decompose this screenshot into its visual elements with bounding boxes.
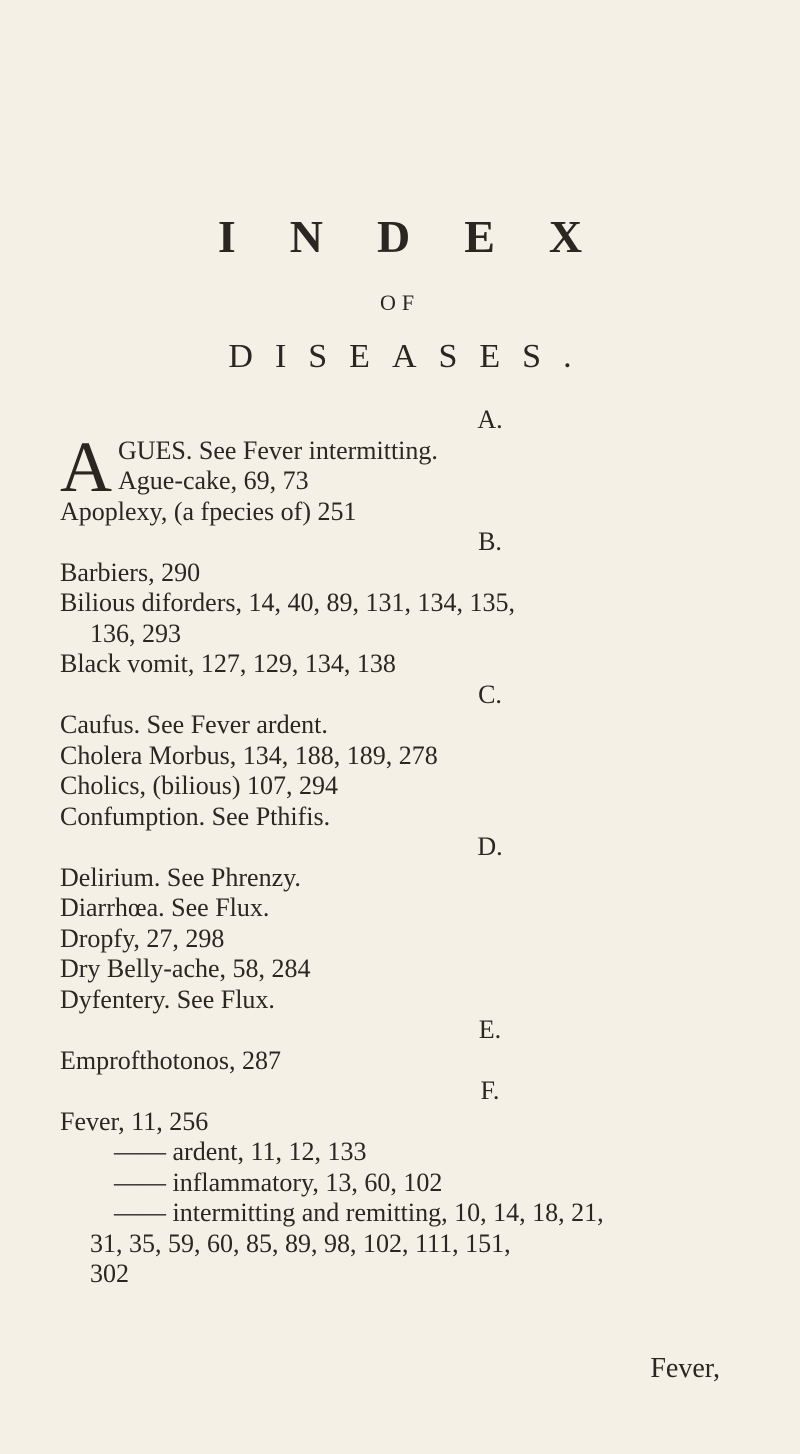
index-entry: Barbiers, 290 <box>60 557 201 587</box>
index-subentry: —— inflammatory, 13, 60, 102 <box>114 1167 443 1197</box>
index-entry-continuation: 31, 35, 59, 60, 85, 89, 98, 102, 111, 151, <box>90 1228 511 1258</box>
index-entry-continuation: 302 <box>90 1259 129 1288</box>
index-entry: Fever, 11, 256 <box>60 1106 209 1136</box>
index-subentry: —— intermitting and remitting, 10, 14, 18, 21, <box>114 1198 604 1227</box>
index-entry: Dry Belly-ache, 58, 284 <box>60 954 311 983</box>
section-letter-a: A. <box>477 405 503 434</box>
index-entries <box>60 405 780 1290</box>
section-letter-d: D. <box>477 832 503 861</box>
index-entry: Caufus. See Fever ardent. <box>60 710 328 739</box>
index-entry: Delirium. See Phrenzy. <box>60 862 301 892</box>
diseases-title: DISEASES. <box>228 338 594 375</box>
index-entry: Emprofthotonos, 287 <box>60 1045 281 1075</box>
index-subentry: —— ardent, 11, 12, 133 <box>114 1137 367 1166</box>
drop-cap: A <box>60 426 112 507</box>
section-letter-c: C. <box>478 679 502 709</box>
of-subtitle: OF <box>379 290 421 315</box>
index-entry: Apoplexy, (a fpecies of) 251 <box>60 496 357 526</box>
index-entry <box>60 466 780 497</box>
index-entry: Cholera Morbus, 134, 188, 189, 278 <box>60 740 438 770</box>
index-entry: Diarrhœa. See Flux. <box>60 893 270 922</box>
catchword: Fever, <box>650 1353 720 1384</box>
index-entry: Bilious diforders, 14, 40, 89, 131, 134, 135, <box>60 588 515 617</box>
index-entry-continuation: 136, 293 <box>90 618 181 648</box>
index-title: INDEX <box>217 211 637 262</box>
section-letter-b: B. <box>478 527 502 556</box>
section-letter-f: F. <box>480 1076 500 1105</box>
index-entry: Dyfentery. See Flux. <box>60 984 275 1014</box>
entry-text: GUES. See Fever intermitting. <box>118 435 438 465</box>
section-letter-e: E. <box>478 1015 502 1044</box>
entry-text: Ague-cake, 69, 73 <box>118 466 309 495</box>
index-entry: Dropfy, 27, 298 <box>60 923 225 953</box>
index-entry: Black vomit, 127, 129, 134, 138 <box>60 649 396 678</box>
index-entry: Confumption. See Pthifis. <box>60 801 331 831</box>
index-entry: Cholics, (bilious) 107, 294 <box>60 771 339 800</box>
